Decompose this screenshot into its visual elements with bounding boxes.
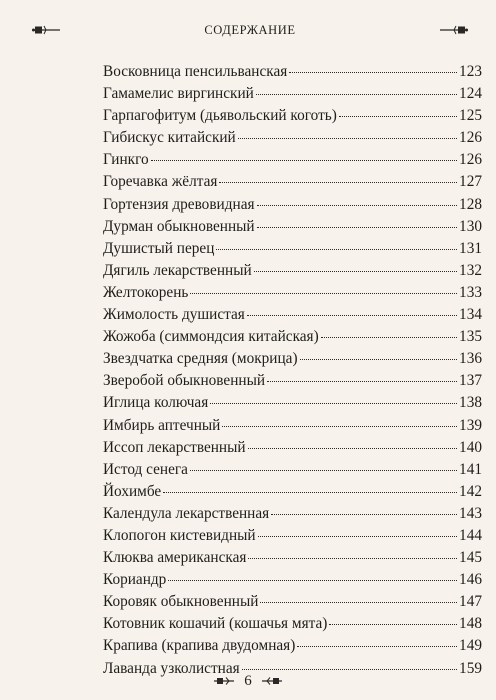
toc-entry-page: 131: [459, 239, 482, 257]
dot-leader: [210, 402, 457, 404]
dot-leader: [257, 226, 457, 228]
dot-leader: [260, 601, 457, 603]
dot-leader: [151, 159, 457, 161]
toc-entry-title: Дурман обыкновенный: [103, 217, 255, 235]
toc-entry-page: 134: [459, 306, 482, 324]
toc-entry-page: 141: [459, 460, 482, 478]
page-header: [32, 20, 468, 40]
toc-entry: [103, 437, 482, 459]
dot-leader: [321, 336, 457, 338]
toc-entry: [103, 194, 482, 216]
toc-entry: [103, 459, 482, 481]
toc-entry: [103, 238, 482, 260]
toc-entry-title: Истод сенега: [103, 460, 188, 478]
toc-entry-page: 138: [459, 394, 482, 412]
toc-entry: [103, 525, 482, 547]
toc-entry-page: 128: [459, 195, 482, 213]
toc-entry-page: 148: [459, 615, 482, 633]
toc-entry: [103, 282, 482, 304]
dot-leader: [329, 623, 457, 625]
dot-leader: [247, 314, 457, 316]
toc-entry-page: 132: [459, 261, 482, 279]
ornament-right-icon: [440, 24, 468, 36]
toc-entry-title: Горечавка жёлтая: [103, 173, 218, 191]
toc-entry-page: 140: [459, 438, 482, 456]
toc-entry-page: 143: [459, 504, 482, 522]
toc-entry-page: 125: [459, 107, 482, 125]
dot-leader: [216, 248, 457, 250]
toc-entry: [103, 613, 482, 635]
toc-entry-title: Дягиль лекарственный: [103, 261, 252, 279]
toc-entry-page: 135: [459, 328, 482, 346]
footer-ornament-left-icon: [214, 675, 234, 687]
dot-leader: [222, 425, 457, 427]
toc-entry: [103, 392, 482, 414]
toc-entry-title: Календула лекарственная: [103, 504, 270, 522]
toc-entry-title: Крапива (крапива двудомная): [103, 637, 296, 655]
toc-entry-page: 144: [459, 526, 482, 544]
toc-entry-page: 147: [459, 593, 482, 611]
toc-entry-title: Лаванда узколистная: [103, 659, 240, 677]
toc-entry: [103, 481, 482, 503]
toc-entry-title: Гибискус китайский: [103, 129, 236, 147]
section-title: СОДЕРЖАНИЕ: [204, 23, 296, 37]
dot-leader: [267, 380, 457, 382]
dot-leader: [254, 270, 457, 272]
dot-leader: [297, 645, 457, 647]
toc-entry: [103, 171, 482, 193]
toc-entry-title: Иссоп лекарственный: [103, 438, 246, 456]
page-footer: [0, 670, 496, 692]
dot-leader: [248, 447, 457, 449]
toc-entry-page: 146: [459, 571, 482, 589]
dot-leader: [190, 469, 457, 471]
dot-leader: [168, 579, 457, 581]
toc-entry: [103, 61, 482, 83]
dot-leader: [258, 535, 457, 537]
toc-entry-title: Котовник кошачий (кошачья мята): [103, 615, 328, 633]
toc-entry-page: 130: [459, 217, 482, 235]
toc-entry-title: Желтокорень: [103, 283, 189, 301]
toc-entry-page: 159: [459, 659, 482, 677]
dot-leader: [289, 71, 457, 73]
toc-entry-title: Душистый перец: [103, 239, 215, 257]
toc-entry-title: Жимолость душистая: [103, 306, 245, 324]
toc-entry: [103, 127, 482, 149]
toc-entry-page: 126: [459, 151, 482, 169]
toc-entry: [103, 348, 482, 370]
toc-entry-title: Йохимбе: [103, 482, 162, 500]
toc-entry: [103, 304, 482, 326]
toc-entry-title: Восковница пенсильванская: [103, 63, 288, 80]
toc-entry-page: 124: [459, 85, 482, 103]
footer-ornament-right-icon: [262, 675, 282, 687]
toc-entry-title: Гинкго: [103, 151, 149, 169]
toc-entry-page: 139: [459, 416, 482, 434]
toc-entry-title: Жожоба (симмондсия китайская): [103, 328, 319, 346]
toc-entry-page: 149: [459, 637, 482, 655]
dot-leader: [238, 137, 457, 139]
toc-entry-title: Звездчатка средняя (мокрица): [103, 350, 298, 368]
toc-entry: [103, 503, 482, 525]
dot-leader: [300, 358, 457, 360]
toc-entry: [103, 370, 482, 392]
toc-entry: [103, 149, 482, 171]
toc-entry-title: Коровяк обыкновенный: [103, 593, 259, 611]
toc-entry-page: 123: [459, 63, 482, 80]
toc-entry: [103, 591, 482, 613]
page-number: 6: [244, 673, 252, 689]
dot-leader: [163, 491, 457, 493]
table-of-contents: [103, 61, 482, 680]
toc-entry: [103, 105, 482, 127]
toc-entry-page: 127: [459, 173, 482, 191]
dot-leader: [257, 204, 458, 206]
toc-entry: [103, 216, 482, 238]
toc-entry-title: Клопогон кистевидный: [103, 526, 256, 544]
toc-entry-title: Кориандр: [103, 571, 167, 589]
dot-leader: [256, 93, 457, 95]
toc-entry-page: 137: [459, 372, 482, 390]
toc-entry-title: Иглица колючая: [103, 394, 209, 412]
dot-leader: [339, 115, 457, 117]
dot-leader: [248, 557, 457, 559]
toc-entry: [103, 83, 482, 105]
toc-entry: [103, 415, 482, 437]
toc-entry-title: Гарпагофитум (дьявольский коготь): [103, 107, 337, 125]
toc-entry-page: 126: [459, 129, 482, 147]
toc-entry-page: 142: [459, 482, 482, 500]
toc-entry-title: Клюква американская: [103, 549, 247, 567]
dot-leader: [271, 513, 457, 515]
toc-entry-title: Зверобой обыкновенный: [103, 372, 266, 390]
toc-entry: [103, 326, 482, 348]
toc-entry-page: 145: [459, 549, 482, 567]
toc-entry-title: Гортензия древовидная: [103, 195, 255, 213]
toc-entry: [103, 260, 482, 282]
toc-entry: [103, 569, 482, 591]
toc-entry: [103, 547, 482, 569]
toc-entry-title: Гамамелис виргинский: [103, 85, 254, 103]
toc-entry-title: Имбирь аптечный: [103, 416, 221, 434]
toc-entry: [103, 635, 482, 657]
dot-leader: [219, 181, 457, 183]
dot-leader: [190, 292, 457, 294]
toc-entry-page: 136: [459, 350, 482, 368]
toc-entry-page: 133: [459, 283, 482, 301]
